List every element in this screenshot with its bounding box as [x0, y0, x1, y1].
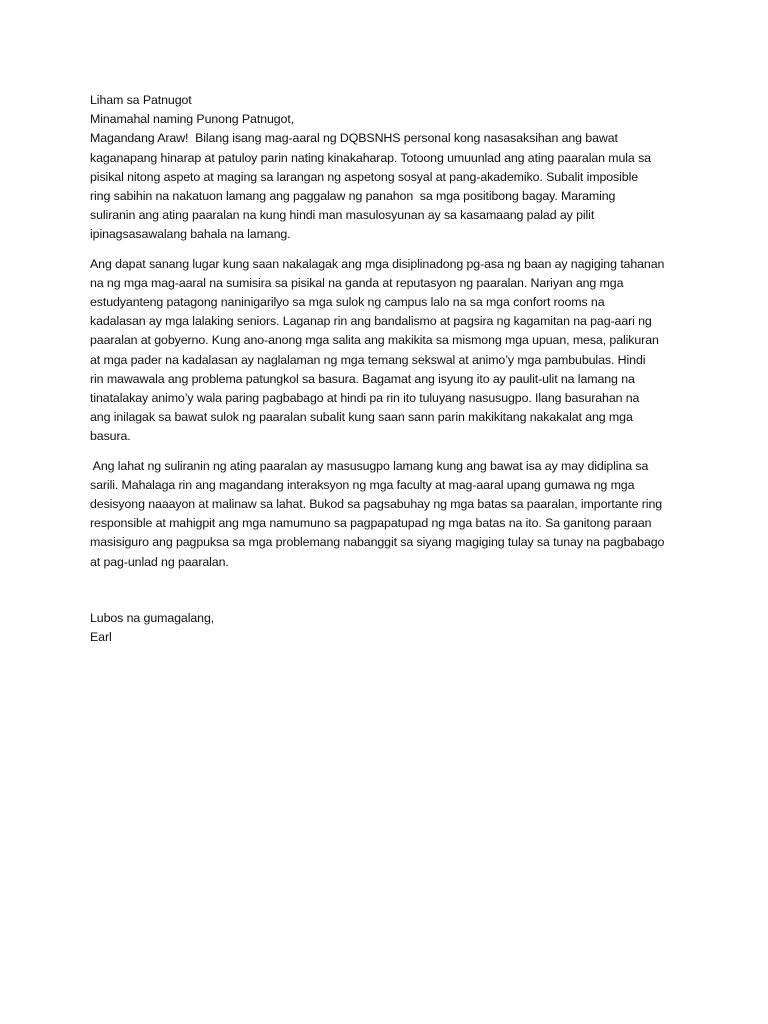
paragraph-line: pisikal nitong aspeto at maging sa larangan ng aspetong sosyal at pang-akademiko. Subalit imposible	[90, 169, 639, 184]
paragraph-line: na ng mga mag-aaral na sumisira sa pisikal na ganda at reputasyon ng paaralan. Nariyan ang mga	[90, 275, 624, 290]
paragraph-2	[90, 255, 690, 447]
paragraph-line: Magandang Araw! Bilang isang mag-aaral ng DQBSNHS personal kong nasasaksihan ang bawat	[90, 131, 618, 146]
paragraph-line: desisyong naaayon at malinaw sa lahat. Bukod sa pagsabuhay ng mga batas sa paaralan, importante ring	[90, 497, 663, 512]
paragraph-line: ang inilagak sa bawat sulok ng paaralan subalit kung saan sann parin makikitang nakakalat ang mga	[90, 410, 633, 425]
paragraph-1	[90, 129, 690, 244]
paragraph-line: Ang lahat ng suliranin ng ating paaralan ay masusugpo lamang kung ang bawat isa ay may didiplina sa	[90, 458, 649, 473]
paragraph-line: estudyanteng patagong naninigarilyo sa mga sulok ng campus lalo na sa mga confort rooms na	[90, 295, 605, 310]
paragraph-line: responsible at mahigpit ang mga namumuno sa pagpapatupad ng mga batas na ito. Sa ganitong paraan	[90, 516, 652, 531]
paragraph-line: rin mawawala ang problema patungkol sa basura. Bagamat ang isyung ito ay paulit-ulit na lamang na	[90, 371, 635, 386]
paragraph-line: at mga pader na kadalasan ay naglalaman ng mga temang sekswal at animo’y mga pambubulas. Hindi	[90, 352, 646, 367]
letter-signature: Earl	[90, 630, 112, 645]
paragraph-line: paaralan at gobyerno. Kung ano-anong mga salita ang makikita sa mismong mga upuan, mesa, palikuran	[90, 333, 659, 348]
paragraph-line: Ang dapat sanang lugar kung saan nakalagak ang mga disiplinadong pg-asa ng baan ay nagiging tahanan	[90, 256, 665, 271]
paragraph-line: suliranin ang ating paaralan na kung hindi man masulosyunan ay sa kasamaang palad ay pilit	[90, 208, 595, 223]
paragraph-line: tinatalakay animo’y wala paring pagbabago at hindi pa rin ito tuluyang nasusugpo. Ilang basurahan na	[90, 391, 640, 406]
paragraph-line: ring sabihin na nakatuon lamang ang paggalaw ng panahon sa mga positibong bagay. Maraming	[90, 189, 616, 204]
paragraph-line: kadalasan ay mga lalaking seniors. Laganap rin ang bandalismo at pagsira ng kagamitan na pag-aari ng	[90, 314, 652, 329]
paragraph-line: at pag-unlad ng paaralan.	[90, 554, 229, 569]
paragraph-line: masisiguro ang pagpuksa sa mga problemang nabanggit sa siyang magiging tulay sa tunay na pagbabago	[90, 535, 665, 550]
paragraph-line: ipinagsasawalang bahala na lamang.	[90, 227, 291, 242]
paragraph-line: kaganapang hinarap at patuloy parin nating kinakaharap. Totoong umuunlad ang ating paaralan mula sa	[90, 150, 651, 165]
letter-closing: Lubos na gumagalang,	[90, 610, 215, 625]
paragraph-line: sarili. Mahalaga rin ang magandang interaksyon ng mga faculty at mag-aaral upang gumawa ng mga	[90, 477, 635, 492]
letter-body	[90, 91, 690, 647]
paragraph-3	[90, 457, 690, 572]
letter-salutation: Minamahal naming Punong Patnugot,	[90, 112, 295, 127]
paragraph-line: basura.	[90, 429, 131, 444]
letter-title: Liham sa Patnugot	[90, 93, 192, 107]
